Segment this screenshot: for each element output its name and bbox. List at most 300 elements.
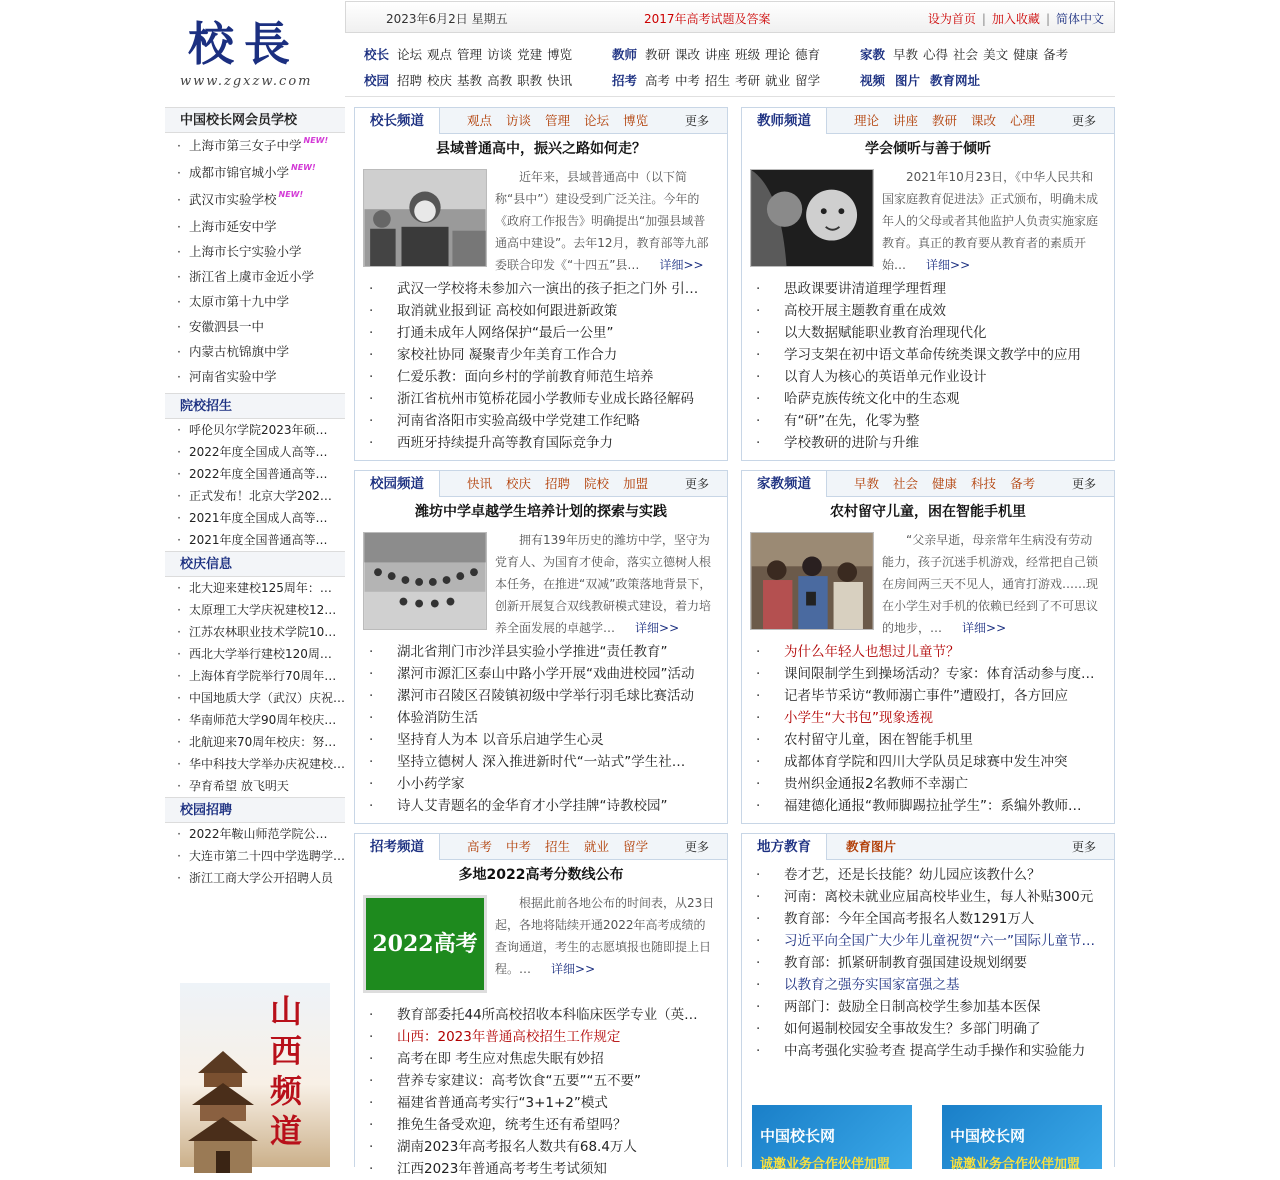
bullet: ·: [369, 281, 374, 297]
news-item[interactable]: [742, 641, 1114, 663]
news-title: 打通未成年人网络保护“最后一公里”: [397, 325, 614, 341]
bullet: ·: [177, 581, 181, 595]
bullet: ·: [177, 294, 181, 309]
box-tabs: [467, 108, 662, 134]
news-item[interactable]: [742, 974, 1114, 996]
feature-photo[interactable]: [750, 532, 874, 630]
tab-link[interactable]: 论坛: [584, 113, 610, 128]
tab-link[interactable]: 观点: [467, 113, 493, 128]
item-text: 中国地质大学（武汉）庆祝…: [189, 691, 346, 705]
news-title: 小学生“大书包”现象透视: [784, 710, 933, 726]
bullet: ·: [177, 138, 181, 153]
children-phones-photo-image: [751, 533, 873, 629]
news-item[interactable]: [742, 300, 1114, 322]
ad-banner-left[interactable]: [752, 1105, 912, 1172]
box-title[interactable]: 校长频道: [355, 108, 440, 134]
sidebar-list-item[interactable]: [165, 264, 345, 289]
item-text: 华南师范大学90周年校庆…: [189, 713, 337, 727]
news-item[interactable]: [355, 322, 727, 344]
news-title: 取消就业报到证 高校如何跟进新政策: [397, 303, 618, 319]
tab-link[interactable]: 课改: [971, 113, 997, 128]
detail-link[interactable]: 详细>>: [659, 258, 704, 272]
detail-link[interactable]: 详细>>: [635, 621, 680, 635]
feature-block: [355, 529, 727, 639]
tab-link[interactable]: 留学: [623, 839, 649, 854]
tab-link[interactable]: 加盟: [623, 476, 649, 491]
news-item[interactable]: [355, 729, 727, 751]
nav-head-exam[interactable]: 招考: [612, 73, 638, 88]
sidebar-list-item[interactable]: [165, 867, 345, 889]
tab-link[interactable]: 访谈: [506, 113, 532, 128]
more-link[interactable]: 更多: [684, 477, 709, 491]
bullet: ·: [369, 666, 374, 682]
news-title: 仁爱乐教：面向乡村的学前教育师范生培养: [397, 369, 654, 385]
nav-link[interactable]: 社会: [953, 47, 979, 62]
box-title[interactable]: 校园频道: [355, 471, 440, 497]
sidebar-list-item[interactable]: [165, 529, 345, 551]
students-photo-image: [364, 170, 486, 266]
nav-link[interactable]: 快讯: [547, 73, 573, 88]
box-title[interactable]: 教师频道: [742, 108, 827, 134]
news-title: 武汉一学校将未参加六一演出的孩子拒之门外 引…: [397, 281, 699, 297]
nav-link[interactable]: 校庆: [427, 73, 453, 88]
nav-row-2c: [860, 71, 990, 89]
item-text: 安徽泗县一中: [189, 319, 265, 334]
box-header: [355, 471, 727, 497]
news-item[interactable]: [742, 344, 1114, 366]
news-title: 思政课要讲清道理学理哲理: [784, 281, 946, 297]
sidebar-list-item[interactable]: [165, 577, 345, 599]
feature-headline[interactable]: 学会倾听与善于倾听: [865, 141, 991, 157]
campus-recruit-list: [165, 823, 345, 889]
ad-subtitle: 诚邀业务合作伙伴加盟: [760, 1157, 891, 1172]
box-tabs: [854, 471, 1049, 497]
detail-link[interactable]: 详细>>: [962, 621, 1007, 635]
more-link[interactable]: 更多: [1071, 477, 1096, 491]
nav-link[interactable]: 教研: [645, 47, 671, 62]
bullet: ·: [756, 644, 761, 660]
sidebar-list-item[interactable]: [165, 507, 345, 529]
news-item[interactable]: [742, 952, 1114, 974]
box-header: [742, 108, 1114, 134]
news-item[interactable]: [742, 1040, 1114, 1062]
sidebar-list-item[interactable]: [165, 214, 345, 239]
news-item[interactable]: [742, 278, 1114, 300]
nav-link[interactable]: 早教: [893, 47, 919, 62]
news-title: 课间限制学生到操场活动？专家：体育活动参与度…: [784, 666, 1095, 682]
news-title: 坚持立德树人 深入推进新时代“一站式”学生社…: [397, 754, 686, 770]
nav-link[interactable]: 理论: [765, 47, 791, 62]
nav-link[interactable]: 留学: [795, 73, 821, 88]
news-item[interactable]: [742, 322, 1114, 344]
family-channel-box: [741, 470, 1115, 824]
nav-head-principal[interactable]: 校长: [364, 47, 390, 62]
news-title: 湖北省荆门市沙洋县实验小学推进“责任教育”: [397, 644, 668, 660]
bullet: ·: [369, 413, 374, 429]
bullet: ·: [756, 889, 761, 905]
bullet: ·: [756, 798, 761, 814]
nav-link-edu-sites[interactable]: 教育网址: [930, 73, 981, 88]
tab-link[interactable]: 讲座: [893, 113, 919, 128]
tab-link[interactable]: 快讯: [467, 476, 493, 491]
bullet: ·: [756, 933, 761, 949]
new-badge: NEW!: [278, 190, 304, 199]
feature-block: [742, 166, 1114, 276]
nav-link[interactable]: 访谈: [487, 47, 513, 62]
bullet: ·: [756, 732, 761, 748]
bullet: ·: [369, 644, 374, 660]
news-item[interactable]: [742, 930, 1114, 952]
news-item[interactable]: [355, 344, 727, 366]
sidebar-list-item[interactable]: [165, 314, 345, 339]
nav-link[interactable]: 高教: [487, 73, 513, 88]
item-text: 成都市锦官城小学: [189, 165, 290, 180]
more-link[interactable]: 更多: [1071, 114, 1096, 128]
detail-link[interactable]: 详细>>: [551, 962, 596, 976]
news-item[interactable]: [355, 1158, 727, 1180]
nav-row-2: [364, 71, 577, 89]
feature-summary: “父亲早逝，母亲常年生病没有劳动能力，孩子沉迷手机游戏，经常把自己锁在房间两三天不见人，通宵打游戏……现在小学生对手机的依赖已经到了不可思议的地步，… 详细>>: [882, 533, 1099, 635]
nav-row-1c: [860, 45, 1073, 63]
nav-link[interactable]: 招生: [705, 73, 731, 88]
item-text: 内蒙古杭锦旗中学: [189, 344, 290, 359]
nav-link[interactable]: 就业: [765, 73, 791, 88]
nav-link[interactable]: 课改: [675, 47, 701, 62]
bullet: ·: [756, 688, 761, 704]
enrollment-heading[interactable]: 院校招生: [165, 393, 345, 419]
news-item[interactable]: [742, 410, 1114, 432]
bullet: ·: [369, 347, 374, 363]
tab-link[interactable]: 院校: [584, 476, 610, 491]
news-list: [355, 1004, 727, 1180]
news-item[interactable]: [355, 1114, 727, 1136]
tab-link[interactable]: 高考: [467, 839, 493, 854]
item-text: 孕育希望 放飞明天: [189, 779, 289, 793]
news-item[interactable]: [742, 996, 1114, 1018]
news-item[interactable]: [355, 641, 727, 663]
sidebar-list-item[interactable]: [165, 160, 345, 187]
nav-link[interactable]: 美文: [983, 47, 1009, 62]
feature-headline[interactable]: 县域普通高中，振兴之路如何走？: [436, 141, 646, 157]
bullet: ·: [177, 713, 181, 727]
bullet: ·: [756, 977, 761, 993]
bullet: ·: [369, 688, 374, 704]
feature-photo[interactable]: [363, 532, 487, 630]
news-item[interactable]: [355, 751, 727, 773]
bullet: ·: [177, 319, 181, 334]
left-sidebar: [165, 107, 345, 889]
sidebar-list-item[interactable]: [165, 239, 345, 264]
news-title: 浙江省杭州市笕桥花园小学教师专业成长路径解码: [397, 391, 694, 407]
news-item[interactable]: [355, 432, 727, 454]
sidebar-list-item[interactable]: [165, 441, 345, 463]
campus-recruit-heading[interactable]: 校园招聘: [165, 797, 345, 823]
nav-link[interactable]: 备考: [1043, 47, 1069, 62]
news-item[interactable]: [355, 300, 727, 322]
sidebar-list-item[interactable]: [165, 364, 345, 389]
tab-link[interactable]: 早教: [854, 476, 880, 491]
news-title: 江西2023年普通高考考生考试须知: [397, 1161, 607, 1177]
nav-link[interactable]: 中考: [675, 73, 701, 88]
news-item[interactable]: [742, 795, 1114, 817]
tab-link[interactable]: 理论: [854, 113, 880, 128]
bullet: ·: [177, 369, 181, 384]
nav-link-video[interactable]: 视频: [860, 73, 886, 88]
bullet: ·: [177, 669, 181, 683]
sidebar-list-item[interactable]: [165, 665, 345, 687]
news-title: 漯河市召陵区召陵镇初级中学举行羽毛球比赛活动: [397, 688, 694, 704]
nav-link[interactable]: 高考: [645, 73, 671, 88]
news-item[interactable]: [355, 707, 727, 729]
news-item[interactable]: [355, 1048, 727, 1070]
exam-channel-box: [354, 833, 728, 1177]
tab-link[interactable]: 社会: [893, 476, 919, 491]
item-text: 西北大学举行建校120周…: [189, 647, 332, 661]
news-title: 山西：2023年普通高校招生工作规定: [397, 1029, 621, 1045]
news-item[interactable]: [742, 663, 1114, 685]
news-item[interactable]: [742, 729, 1114, 751]
news-item[interactable]: [742, 388, 1114, 410]
item-text: 大连市第二十四中学选聘学…: [189, 849, 346, 863]
box-title[interactable]: 招考频道: [355, 834, 440, 860]
sidebar-list-item[interactable]: [165, 753, 345, 775]
nav-head-teacher[interactable]: 教师: [612, 47, 638, 62]
tab-link[interactable]: 中考: [506, 839, 532, 854]
feature-photo[interactable]: [363, 895, 487, 993]
new-badge: NEW!: [303, 136, 329, 145]
sidebar-list-item[interactable]: [165, 187, 345, 214]
bullet: ·: [177, 423, 181, 437]
news-title: 贵州织金通报2名教师不幸溺亡: [784, 776, 969, 792]
sidebar-list-item[interactable]: [165, 731, 345, 753]
set-homepage-link[interactable]: 设为首页: [927, 12, 976, 26]
ad-title: 中国校长网: [950, 1127, 1026, 1145]
enrollment-list: [165, 419, 345, 551]
nav-link[interactable]: 基教: [457, 73, 483, 88]
news-item[interactable]: [355, 795, 727, 817]
news-item[interactable]: [742, 1018, 1114, 1040]
bullet: ·: [177, 269, 181, 284]
nav-link[interactable]: 班级: [735, 47, 761, 62]
news-item[interactable]: [355, 1070, 727, 1092]
nav-link[interactable]: 管理: [457, 47, 483, 62]
news-title: 有“研”在先，化零为整: [784, 413, 920, 429]
sidebar-list-item[interactable]: [165, 419, 345, 441]
news-item[interactable]: [355, 685, 727, 707]
nav-link[interactable]: 心得: [923, 47, 949, 62]
nav-row-2b: [612, 71, 825, 89]
add-favorite-link[interactable]: 加入收藏: [991, 12, 1040, 26]
box-title[interactable]: 地方教育: [742, 834, 827, 860]
bullet: ·: [177, 533, 181, 547]
nav-link[interactable]: 健康: [1013, 47, 1039, 62]
nav-link[interactable]: 招聘: [397, 73, 423, 88]
tab-link[interactable]: 健康: [932, 476, 958, 491]
news-item[interactable]: [355, 278, 727, 300]
tab-link[interactable]: 校庆: [506, 476, 532, 491]
news-item[interactable]: [742, 432, 1114, 454]
bullet: ·: [756, 1043, 761, 1059]
simplified-chinese-link[interactable]: 简体中文: [1055, 12, 1104, 26]
news-item[interactable]: [355, 366, 727, 388]
item-text: 北大迎来建校125周年：…: [189, 581, 332, 595]
tab-link[interactable]: 心理: [1010, 113, 1036, 128]
sidebar-list-item[interactable]: [165, 687, 345, 709]
news-title: 坚持育人为本 以音乐启迪学生心灵: [397, 732, 604, 748]
bullet: ·: [177, 489, 181, 503]
detail-link[interactable]: 详细>>: [926, 258, 971, 272]
sidebar-list-item[interactable]: [165, 339, 345, 364]
news-item[interactable]: [355, 1026, 727, 1048]
news-item[interactable]: [742, 773, 1114, 795]
tab-edu-images[interactable]: 教育图片: [846, 839, 897, 854]
feature-block: [355, 892, 727, 1002]
news-item[interactable]: [742, 707, 1114, 729]
news-title: 福建省普通高考实行“3+1+2”模式: [397, 1095, 608, 1111]
group-photo-image: [364, 533, 486, 629]
more-link[interactable]: 更多: [684, 840, 709, 854]
news-title: 学习支架在初中语文革命传统类课文教学中的应用: [784, 347, 1081, 363]
bullet: ·: [177, 165, 181, 180]
bullet: ·: [369, 303, 374, 319]
news-item[interactable]: [355, 1004, 727, 1026]
box-title[interactable]: 家教频道: [742, 471, 827, 497]
news-item[interactable]: [355, 1092, 727, 1114]
feature-headline[interactable]: 农村留守儿童，困在智能手机里: [830, 504, 1026, 520]
sidebar-list-item[interactable]: [165, 599, 345, 621]
header-divider: [345, 96, 1115, 97]
nav-link-images[interactable]: 图片: [895, 73, 921, 88]
sidebar-list-item[interactable]: [165, 133, 345, 160]
news-item[interactable]: [742, 751, 1114, 773]
tab-link[interactable]: 科技: [971, 476, 997, 491]
promo-link[interactable]: 2017年高考试题及答案: [644, 12, 771, 26]
sidebar-list-item[interactable]: [165, 845, 345, 867]
news-list: [355, 641, 727, 823]
feature-headline[interactable]: 多地2022高考分数线公布: [458, 867, 624, 883]
bullet: ·: [756, 391, 761, 407]
tab-link[interactable]: 管理: [545, 113, 571, 128]
nav-head-campus[interactable]: 校园: [364, 73, 390, 88]
feature-headline[interactable]: 潍坊中学卓越学生培养计划的探索与实践: [415, 504, 667, 520]
bullet: ·: [369, 754, 374, 770]
news-title: 体验消防生活: [397, 710, 478, 726]
bullet: ·: [177, 827, 181, 841]
news-item[interactable]: [355, 663, 727, 685]
item-text: 上海市长宁实验小学: [189, 244, 302, 259]
bullet: ·: [369, 1007, 374, 1023]
bullet: ·: [177, 647, 181, 661]
nav-link[interactable]: 博览: [547, 47, 573, 62]
bullet: ·: [369, 1029, 374, 1045]
feature-block: [742, 529, 1114, 639]
bullet: ·: [756, 347, 761, 363]
feature-photo[interactable]: [363, 169, 487, 267]
feature-summary: 拥有139年历史的潍坊中学，坚守为党育人、为国育才使命，落实立德树人根本任务，在推进“双减”政策落地背景下，创新开展复合双线教研模式建设，着力培养全面发展的卓越学… 详细>>: [495, 533, 712, 635]
sidebar-list-item[interactable]: [165, 709, 345, 731]
sidebar-list-item[interactable]: [165, 289, 345, 314]
news-item[interactable]: [742, 685, 1114, 707]
item-text: 正式发布！北京大学202…: [189, 489, 332, 503]
tab-link[interactable]: 招聘: [545, 476, 571, 491]
tab-link[interactable]: 博览: [623, 113, 649, 128]
tab-link[interactable]: 就业: [584, 839, 610, 854]
nav-head-family[interactable]: 家教: [860, 47, 886, 62]
news-item[interactable]: [355, 410, 727, 432]
news-title: 家校社协同 凝聚青少年美育工作合力: [397, 347, 618, 363]
bullet: ·: [756, 1021, 761, 1037]
news-title: 漯河市源汇区泰山中路小学开展“戏曲进校园”活动: [397, 666, 695, 682]
news-title: 教育部：抓紧研制教育强国建设规划纲要: [784, 955, 1027, 971]
nav-link[interactable]: 讲座: [705, 47, 731, 62]
news-item[interactable]: [742, 886, 1114, 908]
sidebar-list-item[interactable]: [165, 463, 345, 485]
bullet: ·: [177, 871, 181, 885]
news-list: [742, 641, 1114, 823]
nav-link[interactable]: 观点: [427, 47, 453, 62]
feature-summary: 根据此前各地公布的时间表，从23日起，各地将陆续开通2022年高考成绩的查询通道，考生的志愿填报也随即提上日程。… 详细>>: [495, 896, 715, 976]
nav-row-1: [364, 45, 577, 63]
news-title: 西班牙持续提升高等教育国际竞争力: [397, 435, 613, 451]
sidebar-list-item[interactable]: [165, 823, 345, 845]
bullet: ·: [177, 603, 181, 617]
gaokao-2022-label: 2022高考: [372, 931, 478, 957]
news-title: 推免生备受欢迎，统考生还有希望吗？: [397, 1117, 627, 1133]
bullet: ·: [369, 798, 374, 814]
news-title: 为什么年轻人也想过儿童节？: [784, 644, 960, 660]
sidebar-list-item[interactable]: [165, 775, 345, 797]
nav-link[interactable]: 党建: [517, 47, 543, 62]
news-item[interactable]: [742, 908, 1114, 930]
news-item[interactable]: [742, 366, 1114, 388]
news-item[interactable]: [355, 1136, 727, 1158]
tab-link[interactable]: 教研: [932, 113, 958, 128]
sidebar-list-item[interactable]: [165, 621, 345, 643]
nav-link[interactable]: 职教: [517, 73, 543, 88]
tab-link[interactable]: 招生: [545, 839, 571, 854]
nav-link[interactable]: 论坛: [397, 47, 423, 62]
ad-banner-right[interactable]: [942, 1105, 1102, 1172]
feature-photo[interactable]: [750, 169, 874, 267]
site-logo[interactable]: [178, 6, 338, 96]
nav-link[interactable]: 德育: [795, 47, 821, 62]
more-link[interactable]: 更多: [684, 114, 709, 128]
bullet: ·: [369, 369, 374, 385]
nav-link[interactable]: 考研: [735, 73, 761, 88]
more-link[interactable]: 更多: [1071, 840, 1096, 854]
ad-title: 中国校长网: [760, 1127, 836, 1145]
news-item[interactable]: [355, 388, 727, 410]
bullet: ·: [756, 435, 761, 451]
news-title: 记者毕节采访“教师溺亡事件”遭殴打，各方回应: [784, 688, 1068, 704]
news-item[interactable]: [355, 773, 727, 795]
bullet: ·: [369, 1139, 374, 1155]
news-item[interactable]: [742, 864, 1114, 886]
logo-text: 校長: [188, 17, 300, 71]
bullet: ·: [756, 281, 761, 297]
news-title: 诗人艾青题名的金华育才小学挂牌“诗教校园”: [397, 798, 668, 814]
news-title: 学校教研的进阶与升维: [784, 435, 919, 451]
sidebar-list-item[interactable]: [165, 643, 345, 665]
anniversary-heading[interactable]: 校庆信息: [165, 551, 345, 577]
shanxi-channel-banner[interactable]: [180, 983, 330, 1167]
news-title: 以教育之强夯实国家富强之基: [784, 977, 960, 993]
item-text: 太原市第十九中学: [189, 294, 290, 309]
current-date: 2023年6月2日 星期五: [386, 12, 508, 26]
sidebar-list-item[interactable]: [165, 485, 345, 507]
tab-link[interactable]: 备考: [1010, 476, 1036, 491]
bullet: ·: [177, 445, 181, 459]
